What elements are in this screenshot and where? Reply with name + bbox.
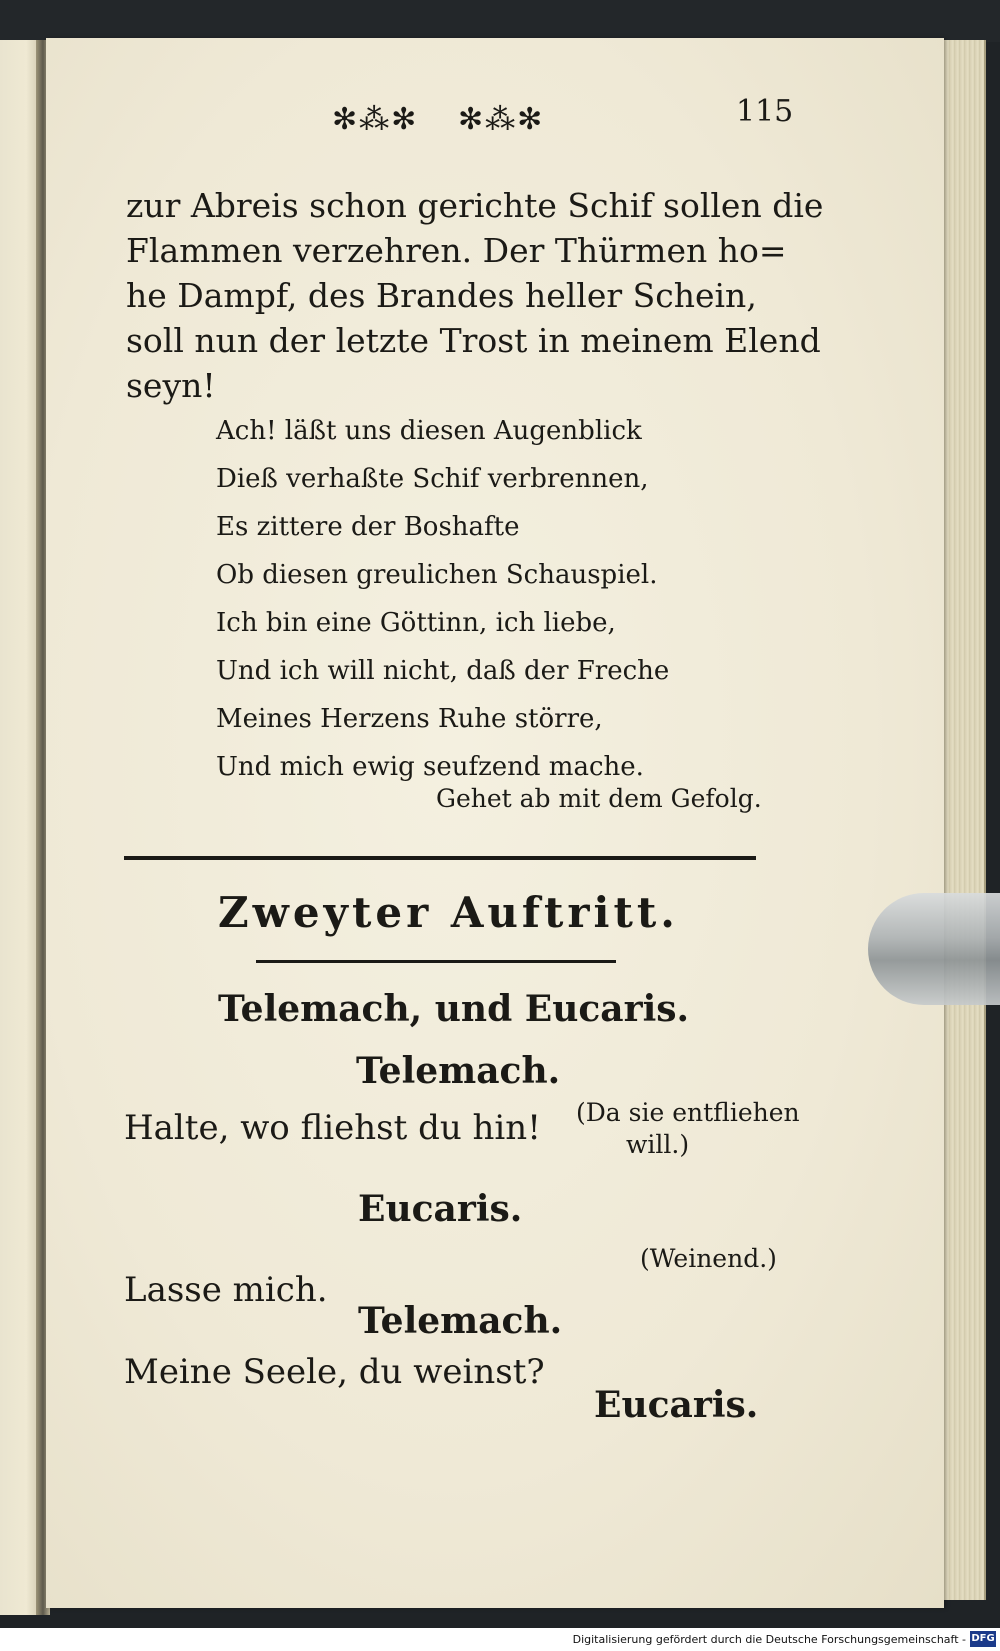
verse-line: Ach! läßt uns diesen Augenblick [216, 416, 642, 446]
dialogue-line: Halte, wo fliehst du hin! [124, 1108, 541, 1148]
title-underline [256, 960, 616, 963]
page-stack-edge [940, 40, 986, 1600]
dfg-logo: DFG [970, 1631, 996, 1647]
stage-direction-exit: Gehet ab mit dem Gefolg. [436, 784, 762, 813]
verse-line: Und ich will nicht, daß der Freche [216, 656, 670, 686]
dialogue-line: Meine Seele, du weinst? [124, 1352, 545, 1392]
prose-line: zur Abreis schon gerichte Schif sollen die [126, 186, 824, 225]
ornament-left: ✻⁂✻ [332, 102, 419, 137]
scene-title: Zweyter Auftritt. [218, 888, 679, 937]
verse-line: Dieß verhaßte Schif verbrennen, [216, 464, 649, 494]
book-page [46, 38, 944, 1608]
verse-line: Ich bin eine Göttinn, ich liebe, [216, 608, 616, 638]
scan-background [0, 0, 1000, 42]
page-number: 115 [736, 94, 794, 129]
prose-line: Flammen verzehren. Der Thürmen ho= [126, 231, 787, 270]
dialogue-line: Lasse mich. [124, 1270, 328, 1310]
speaker-name: Telemach. [358, 1300, 563, 1342]
prose-line: seyn! [126, 366, 216, 405]
stage-direction: (Weinend.) [640, 1244, 777, 1273]
speaker-name: Telemach. [356, 1050, 561, 1092]
footer-credit: Digitalisierung gefördert durch die Deutsche Forschungsgemeinschaft - [572, 1633, 966, 1646]
stage-direction: will.) [626, 1130, 690, 1159]
prose-line: he Dampf, des Brandes heller Schein, [126, 276, 757, 315]
ornament-right: ✻⁂✻ [458, 102, 545, 137]
prose-line: soll nun der letzte Trost in meinem Elend [126, 321, 821, 360]
verse-line: Ob diesen greulichen Schauspiel. [216, 560, 658, 590]
page-clip [868, 893, 1000, 1005]
stage-direction: (Da sie entfliehen [576, 1098, 800, 1127]
verse-line: Es zittere der Boshafte [216, 512, 520, 542]
verse-line: Und mich ewig seufzend mache. [216, 752, 644, 782]
speaker-name: Eucaris. [358, 1188, 523, 1230]
section-divider [124, 856, 756, 860]
cast-line: Telemach, und Eucaris. [218, 988, 690, 1030]
speaker-name: Eucaris. [594, 1384, 759, 1426]
verse-line: Meines Herzens Ruhe större, [216, 704, 603, 734]
